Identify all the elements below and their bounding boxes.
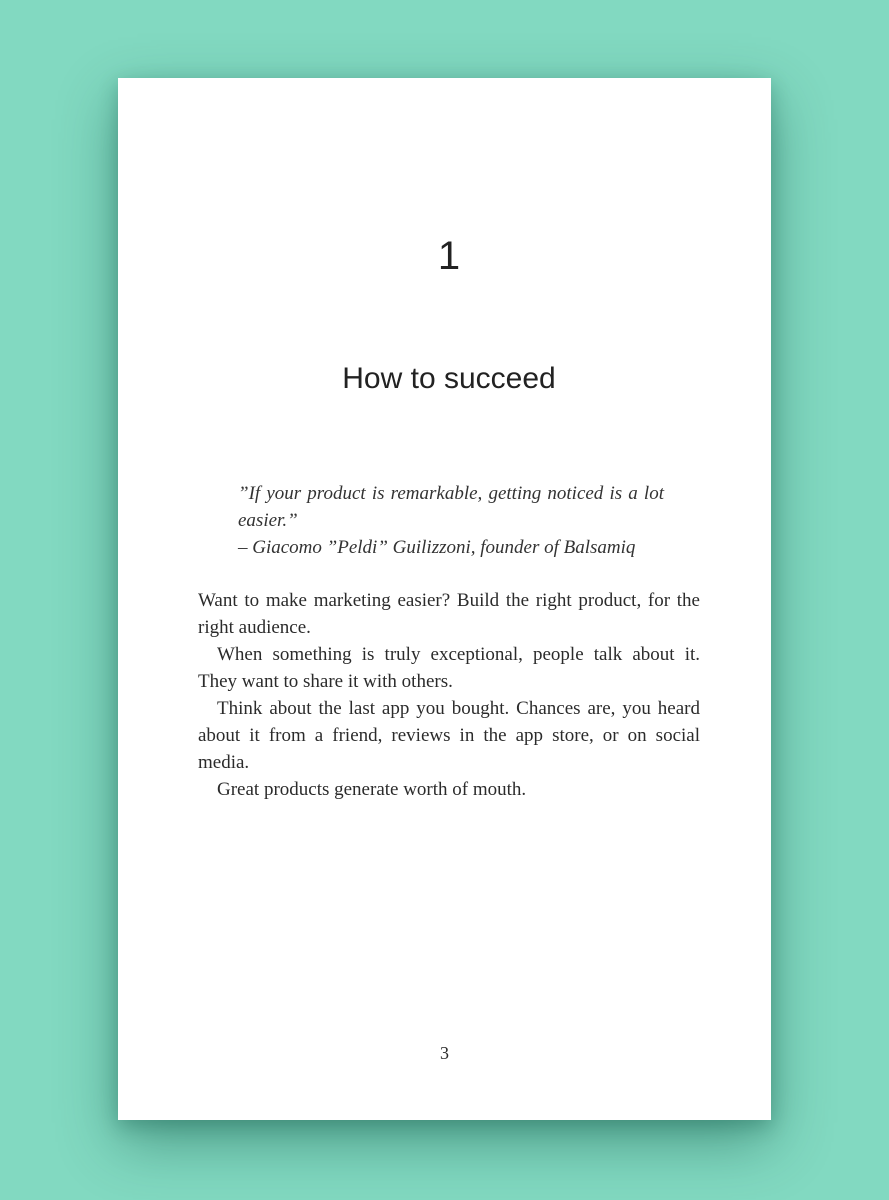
body-text [198, 587, 700, 803]
chapter-title: How to succeed [342, 362, 556, 395]
paragraph: Great products generate worth of mouth. [217, 779, 527, 800]
chapter-number: 1 [437, 234, 461, 278]
book-page [118, 78, 771, 1120]
quote-attribution: – Giacomo ”Peldi” Guilizzoni, founder of Balsamiq [238, 537, 636, 558]
page-number: 3 [440, 1043, 449, 1063]
paragraph: Think about the last app you bought. Chances are, you heard about it from a friend, reviews in the app store, or on social media. [198, 698, 700, 773]
paragraph: When something is truly exceptional, people talk about it. They want to share it with others. [198, 644, 700, 692]
quote-text: ”If your product is remarkable, getting noticed is a lot easier.” [238, 483, 664, 531]
epigraph-quote [238, 480, 664, 561]
paragraph: Want to make marketing easier? Build the right product, for the right audience. [198, 590, 700, 638]
